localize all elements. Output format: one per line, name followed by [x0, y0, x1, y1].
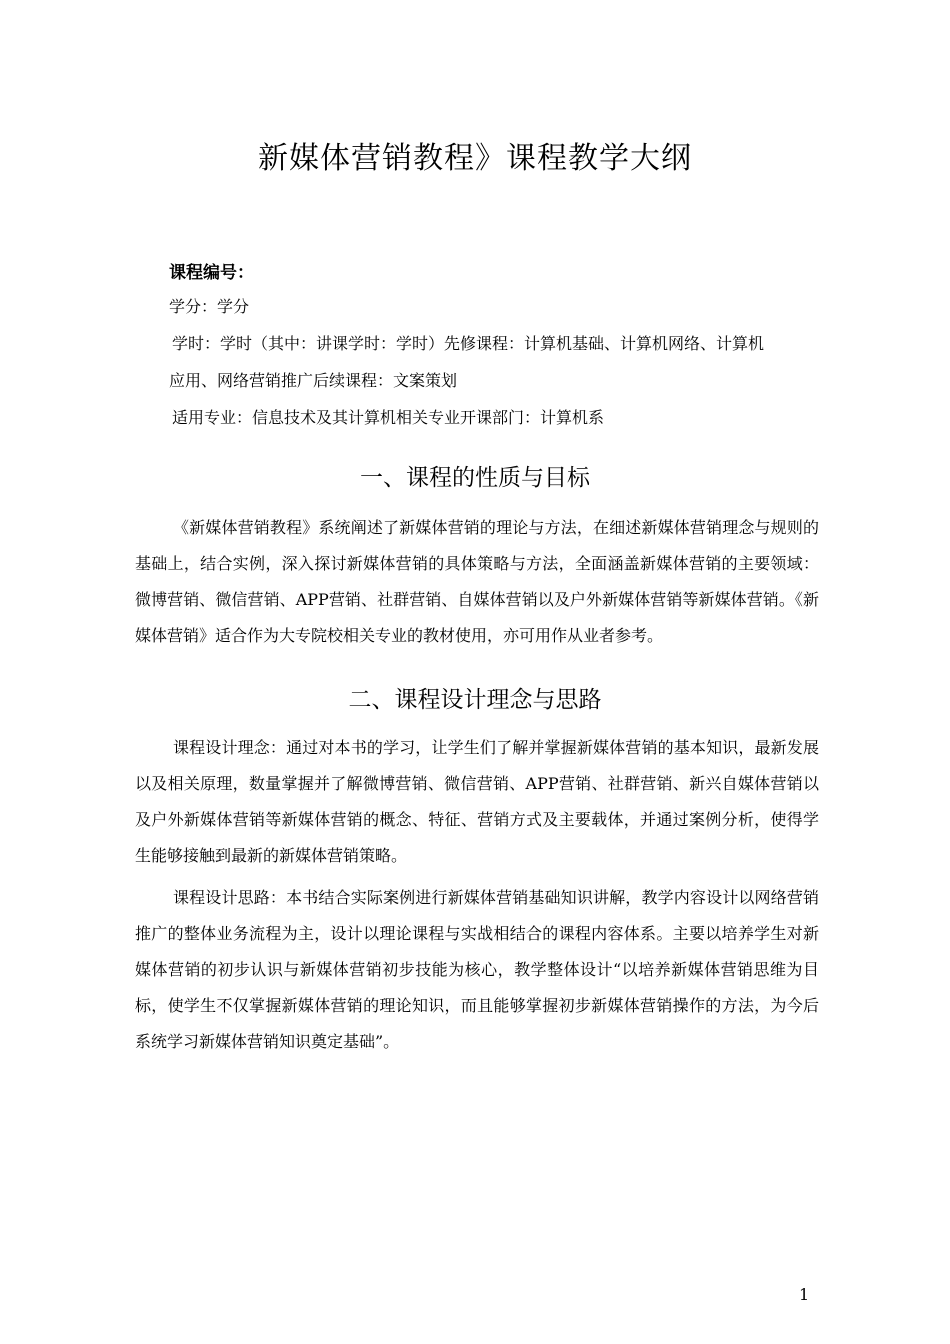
hours-line-2: 应用、网络营销推广后续课程：文案策划: [169, 371, 458, 390]
page-number: 1: [799, 1285, 810, 1304]
course-code-label: 课程编号：: [169, 263, 254, 283]
design-philosophy-paragraph: 课程设计理念：通过对本书的学习，让学生们了解并掌握新媒体营销的基本知识，最新发展以及相关原理，数量掌握并了解微博营销、微信营销、APP营销、社群营销、新兴自媒体营销以及户外新媒体营销等新媒体营销的概念、特征、营销方式及主要载体，并通过案例分析，使得学生能够接触到最新的新媒体营销策略。: [135, 738, 819, 865]
design-approach-paragraph: 课程设计思路：本书结合实际案例进行新媒体营销基础知识讲解，教学内容设计以网络营销推广的整体业务流程为主，设计以理论课程与实战相结合的课程内容体系。主要以培养学生对新媒体营销的初步认识与新媒体营销初步技能为核心，教学整体设计“以培养新媒体营销思维为目标，使学生不仅掌握新媒体营销的理论知识，而且能够掌握初步新媒体营销操作的方法，为今后系统学习新媒体营销知识奠定基础”。: [135, 888, 819, 1051]
credit-line: 学分：学分: [169, 297, 250, 316]
section-heading-design-philosophy: 二、课程设计理念与思路: [348, 687, 602, 713]
major-line: 适用专业：信息技术及其计算机相关专业开课部门：计算机系: [172, 408, 605, 427]
hours-line-1: 学时：学时（其中：讲课学时：学时）先修课程：计算机基础、计算机网络、计算机: [172, 334, 765, 353]
section-heading-nature-goals: 一、课程的性质与目标: [360, 465, 590, 491]
section-1-paragraph: 《新媒体营销教程》系统阐述了新媒体营销的理论与方法，在细述新媒体营销理念与规则的基础上，结合实例，深入探讨新媒体营销的具体策略与方法，全面涵盖新媒体营销的主要领域：微博营销、微信营销、APP营销、社群营销、自媒体营销以及户外新媒体营销等新媒体营销。《新媒体营销》适合作为大专院校相关专业的教材使用，亦可用作从业者参考。: [135, 518, 819, 645]
document-title: 新媒体营销教程》课程教学大纲: [258, 141, 692, 176]
